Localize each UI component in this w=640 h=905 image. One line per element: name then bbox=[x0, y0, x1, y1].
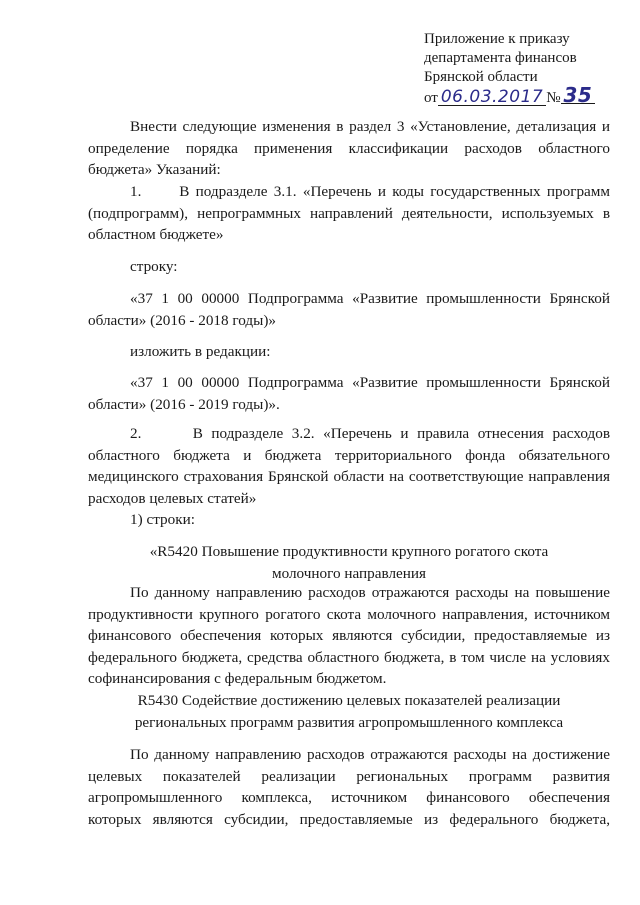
new-row-line: «37 1 00 00000 Подпрограмма «Развитие промышленности Брянской bbox=[130, 374, 610, 391]
attachment-header bbox=[424, 30, 624, 108]
item-2-line: областного бюджета и бюджета территориального фонда обязательного bbox=[88, 446, 610, 464]
intro-line: определение порядка применения классификации расходов областного bbox=[88, 139, 610, 157]
intro-line: бюджета» Указаний: bbox=[88, 161, 221, 178]
item-1-line: (подпрограмм), непрограммных направлений деятельности, используемых в bbox=[88, 204, 610, 222]
r5430-desc-line: По данному направлению расходов отражаются расходы на достижение bbox=[130, 746, 610, 763]
new-row-line: области» (2016 - 2019 годы)». bbox=[88, 395, 280, 413]
edit-label-text: изложить в редакции: bbox=[130, 343, 271, 360]
old-row-line: «37 1 00 00000 Подпрограмма «Развитие промышленности Брянской bbox=[130, 290, 610, 307]
r5420-desc-line: По данному направлению расходов отражаются расходы на повышение bbox=[130, 584, 610, 601]
number-prefix: № bbox=[546, 90, 561, 106]
r5420-desc-line: финансового обеспечения которых являются субсидии, предоставляемые из bbox=[88, 627, 610, 644]
r5420-desc-line: федерального бюджета, средства областного бюджета, в том числе на условиях bbox=[88, 648, 610, 666]
handwritten-number: 35 bbox=[561, 87, 596, 104]
row-label bbox=[88, 256, 610, 278]
r5420-description bbox=[88, 582, 610, 690]
item-2-paragraph bbox=[88, 423, 610, 509]
old-row-paragraph bbox=[88, 288, 610, 331]
rows-label-text: 1) строки: bbox=[130, 511, 195, 528]
r5420-title-line: молочного направления bbox=[271, 564, 427, 582]
header-date-line bbox=[424, 83, 624, 108]
r5420-title bbox=[88, 541, 610, 584]
date-prefix: от bbox=[424, 90, 438, 106]
header-line-3: Брянской области bbox=[424, 69, 538, 85]
header-line-2: департамента финансов bbox=[424, 50, 577, 66]
old-row-line: области» (2016 - 2018 годы)» bbox=[88, 311, 277, 329]
r5420-desc-line: софинансирования с федеральным бюджетом. bbox=[88, 670, 387, 687]
r5430-description bbox=[88, 744, 610, 830]
item-2-line: медицинского страхования Брянской области на соответствующие направления bbox=[88, 468, 610, 485]
item-2-line: расходов целевых статей» bbox=[88, 489, 257, 507]
r5420-desc-line: продуктивности крупного рогатого скота молочного направления, источником bbox=[88, 605, 610, 623]
r5430-title bbox=[88, 690, 610, 733]
r5430-desc-line: целевых показателей реализации региональных программ развития bbox=[88, 767, 610, 785]
r5430-title-line: региональных программ развития агропромышленного комплекса bbox=[134, 713, 564, 731]
item-2-line: 2. В подразделе 3.2. «Перечень и правила отнесения расходов bbox=[130, 425, 610, 442]
row-label-text: строку: bbox=[130, 258, 178, 275]
handwritten-date: 06.03.2017 bbox=[438, 89, 546, 106]
r5420-title-line: «R5420 Повышение продуктивности крупного рогатого скота bbox=[149, 543, 549, 560]
r5430-desc-line: агропромышленного комплекса, источником финансового обеспечения bbox=[88, 789, 610, 806]
r5430-title-line: R5430 Содействие достижению целевых показателей реализации bbox=[137, 692, 561, 709]
item-1-line: областном бюджете» bbox=[88, 226, 224, 243]
edit-label bbox=[88, 341, 610, 363]
item-1-paragraph bbox=[88, 181, 610, 246]
intro-paragraph bbox=[88, 116, 610, 181]
new-row-paragraph bbox=[88, 372, 610, 415]
item-1-line: 1. В подразделе 3.1. «Перечень и коды государственных программ bbox=[130, 183, 610, 200]
rows-label bbox=[88, 509, 610, 531]
r5430-desc-line: которых являются субсидии, предоставляемые из федерального бюджета, bbox=[88, 810, 610, 828]
header-line-1: Приложение к приказу bbox=[424, 31, 570, 47]
intro-line: Внести следующие изменения в раздел 3 «Установление, детализация и bbox=[130, 118, 610, 135]
